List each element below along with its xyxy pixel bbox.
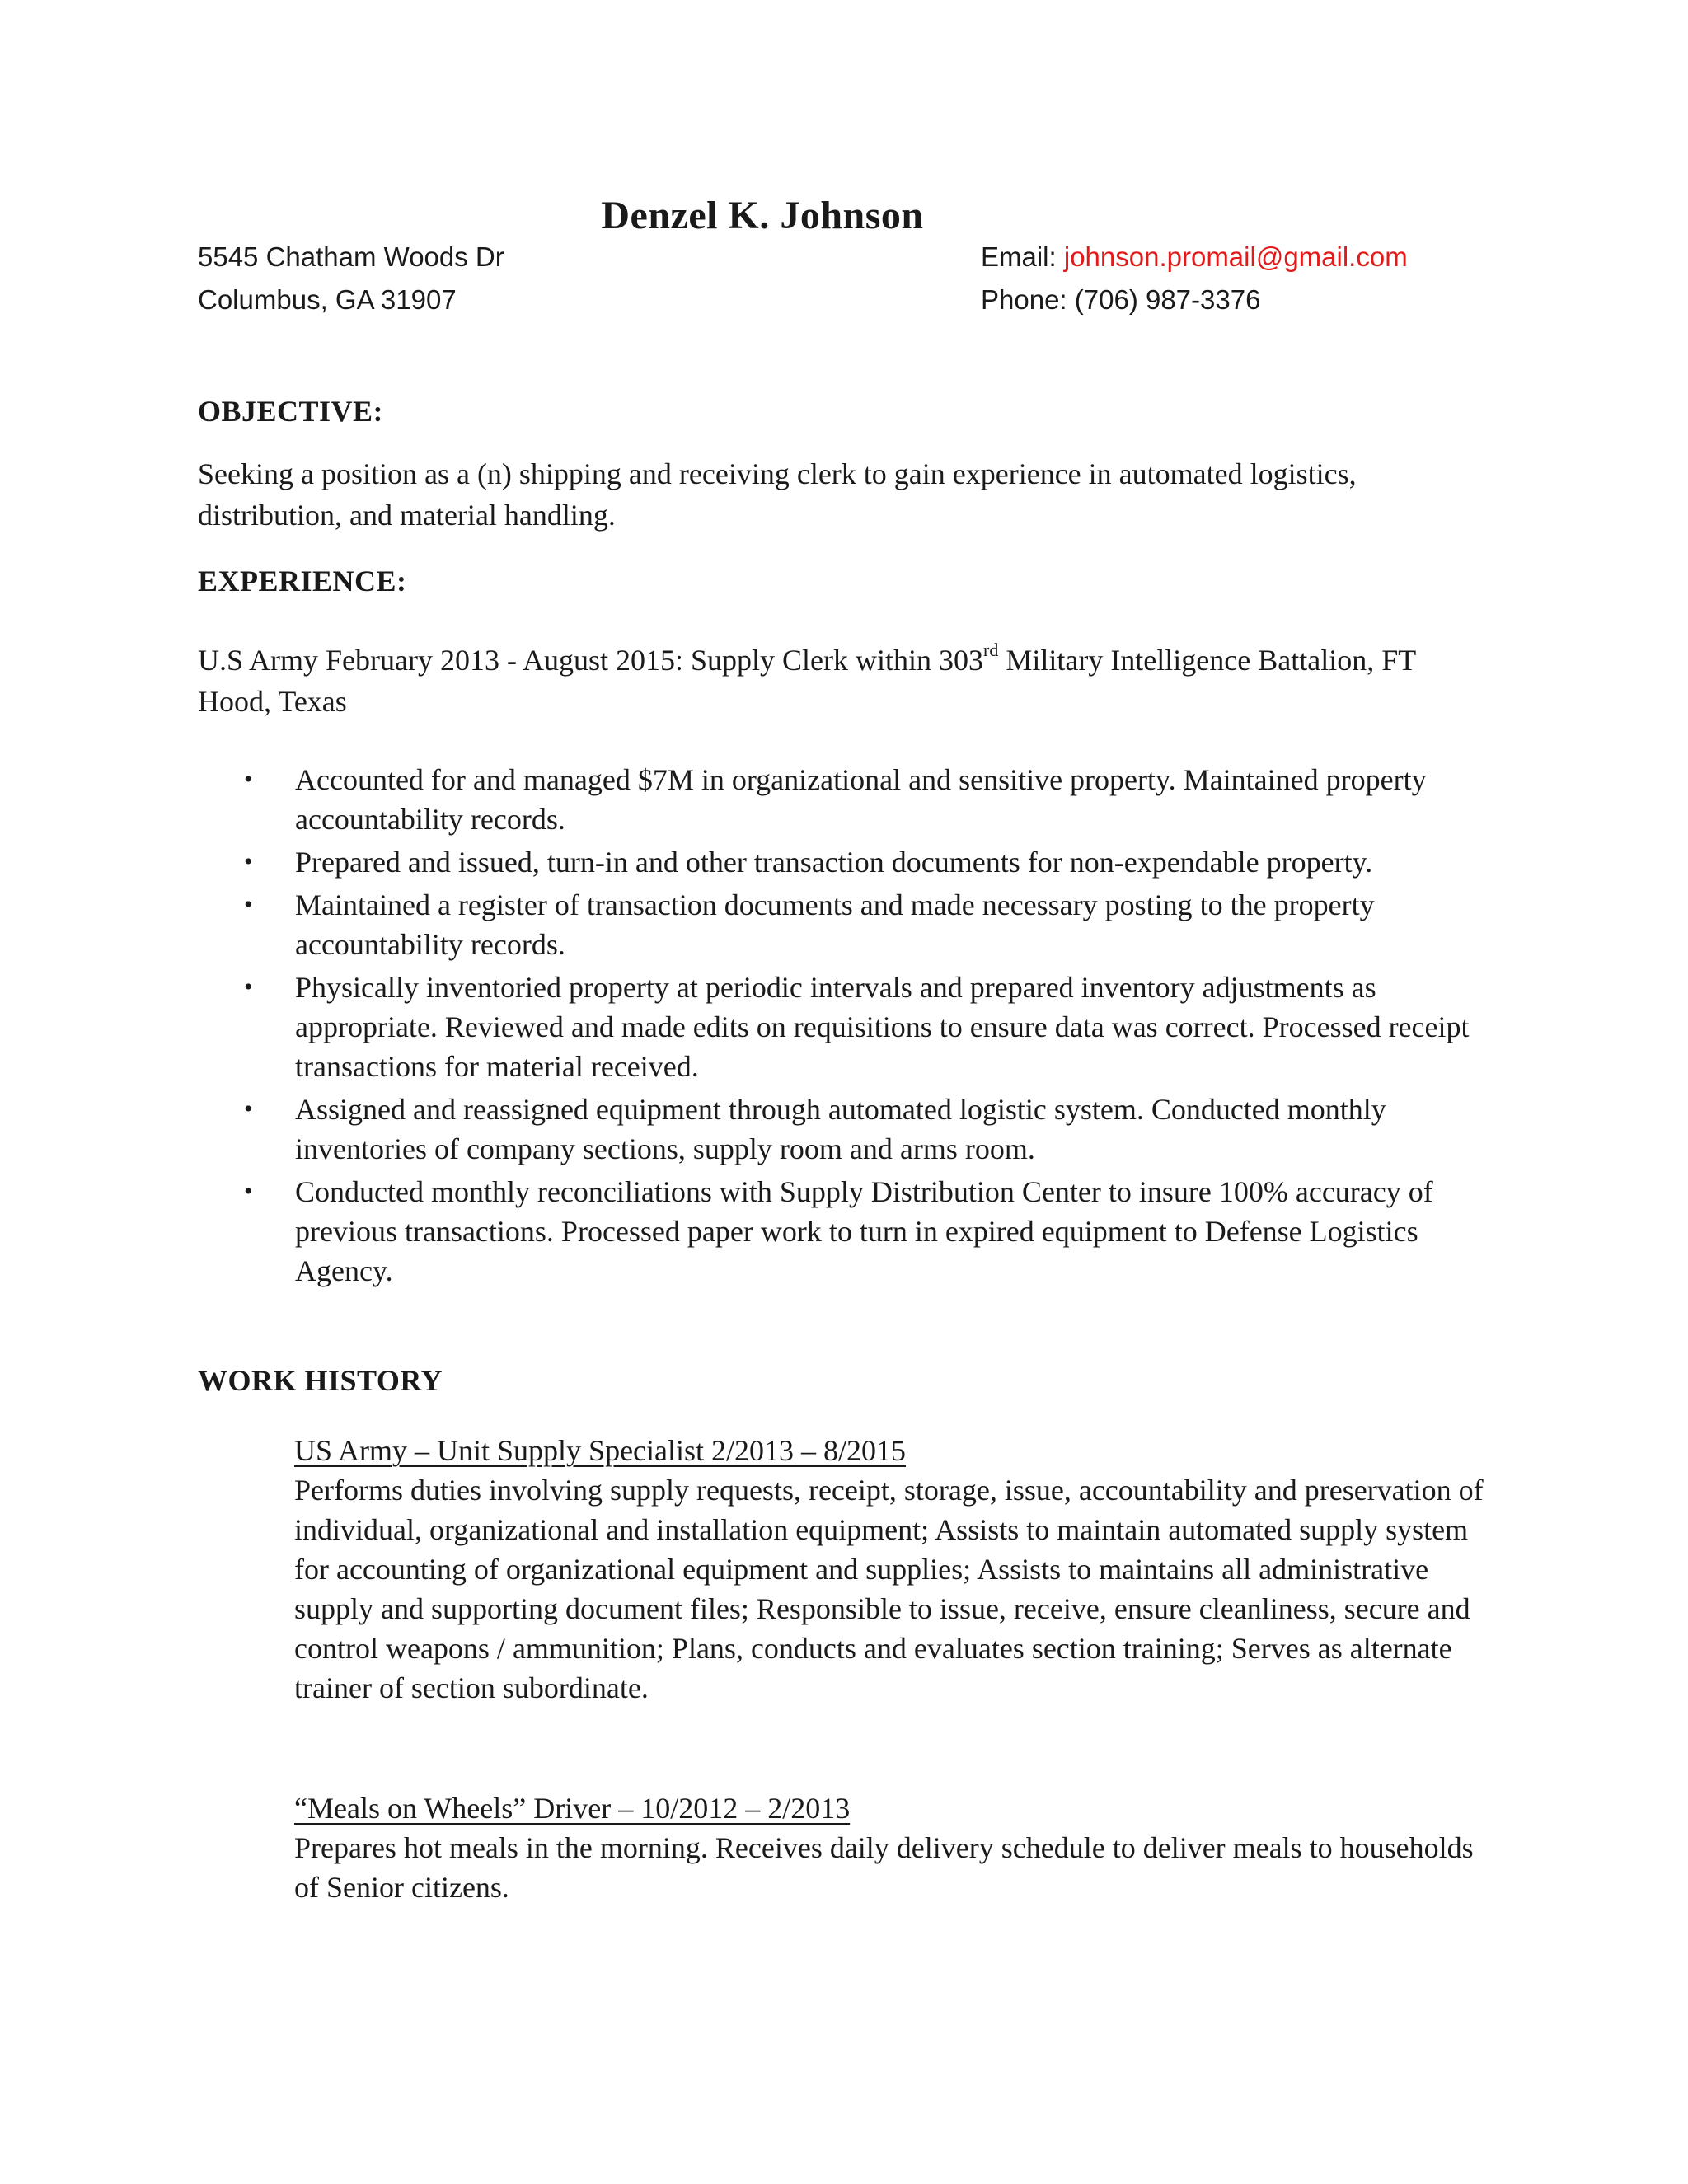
bullet-dot-icon: • — [244, 848, 253, 875]
work-history-entry — [294, 1788, 1489, 1907]
bullet-text: Conducted monthly reconciliations with Supply Distribution Center to insure 100% accuracy of previous transactions. Processed paper work to turn in expired equipment to Defense Logistics Agency. — [295, 1175, 1433, 1287]
bullet-dot-icon: • — [244, 973, 253, 1001]
experience-bullet — [198, 885, 1484, 964]
experience-bullet — [198, 1090, 1484, 1169]
email-row — [981, 236, 1408, 279]
bullet-text: Accounted for and managed $7M in organizational and sensitive property. Maintained property accountability records. — [295, 763, 1427, 836]
experience-intro-superscript: rd — [983, 640, 999, 660]
work-history-heading: WORK HISTORY — [198, 1364, 443, 1397]
job-description: Performs duties involving supply requests, receipt, storage, issue, accountability and preservation of individual, organizational and installation equipment; Assists to maintain automated supply system for accounting of organizational equipment and supplies; Assists to maintains all administrative supply and supporting document files; Responsible to issue, receive, ensure cleanliness, secure and control weapons / ammunition; Plans, conducts and evaluates section training; Serves as alternate trainer of section subordinate. — [294, 1474, 1484, 1704]
bullet-text: Maintained a register of transaction documents and made necessary posting to the property accountability records. — [295, 888, 1375, 961]
phone-label: Phone: — [981, 284, 1075, 315]
address-line-1: 5545 Chatham Woods Dr — [198, 241, 504, 272]
work-history-entry — [294, 1431, 1489, 1708]
address-block — [198, 236, 504, 321]
job-title: US Army – Unit Supply Specialist 2/2013 – 8/2015 — [294, 1434, 907, 1467]
bullet-text: Assigned and reassigned equipment through automated logistic system. Conducted monthly inventories of company sections, supply room and arms room. — [295, 1093, 1386, 1165]
objective-heading: OBJECTIVE: — [198, 395, 384, 428]
experience-bullet-list — [198, 760, 1484, 1294]
job-description: Prepares hot meals in the morning. Receives daily delivery schedule to deliver meals to households of Senior citizens. — [294, 1831, 1474, 1904]
address-line-2: Columbus, GA 31907 — [198, 284, 457, 315]
experience-heading: EXPERIENCE: — [198, 565, 407, 598]
job-title: “Meals on Wheels” Driver – 10/2012 – 2/2013 — [294, 1792, 851, 1825]
bullet-text: Prepared and issued, turn-in and other transaction documents for non-expendable property. — [295, 846, 1373, 879]
bullet-dot-icon: • — [244, 766, 253, 793]
resume-name: Denzel K. Johnson — [601, 194, 924, 237]
bullet-dot-icon: • — [244, 1095, 253, 1122]
experience-bullet — [198, 968, 1484, 1086]
experience-intro — [198, 640, 1484, 722]
bullet-dot-icon: • — [244, 891, 253, 918]
experience-bullet — [198, 1172, 1484, 1291]
experience-intro-part2: Military Intelligence Battalion, FT Hood, Texas — [198, 644, 1416, 718]
experience-bullet — [198, 760, 1484, 839]
bullet-dot-icon: • — [244, 1178, 253, 1205]
email-label: Email: — [981, 241, 1064, 272]
experience-bullet — [198, 842, 1484, 882]
bullet-text: Physically inventoried property at periodic intervals and prepared inventory adjustments as appropriate. Reviewed and made edits on requisitions to ensure data was correct. Processed receipt transactions for material received. — [295, 971, 1470, 1083]
contact-block — [981, 236, 1408, 321]
email-link[interactable]: johnson.promail@gmail.com — [1063, 241, 1408, 272]
phone-row — [981, 279, 1408, 321]
objective-text: Seeking a position as a (n) shipping and receiving clerk to gain experience in automated logistics, distribution, and material handling. — [198, 457, 1357, 532]
phone-value: (706) 987-3376 — [1074, 284, 1261, 315]
experience-intro-part1: U.S Army February 2013 - August 2015: Supply Clerk within 303 — [198, 644, 983, 677]
